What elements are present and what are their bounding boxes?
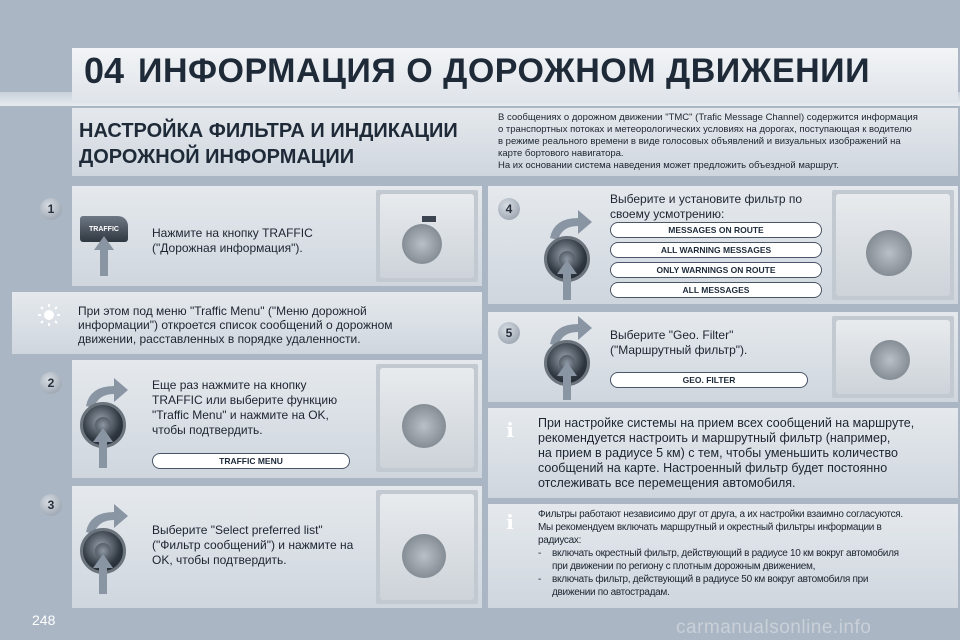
- page-title: ИНФОРМАЦИЯ О ДОРОЖНОМ ДВИЖЕНИИ: [138, 52, 871, 90]
- step-badge-4: 4: [498, 198, 520, 220]
- info-1-text: При настройке системы на прием всех сообщений на маршруте, рекомендуется настроить и маршрутный фильтр (например, на прием в радиусе 5 км) с тем, чтобы уменьшить количество сообщений на карте. Настроенный фильтр будет постоянно отслеживать все перемещения автомобиля.: [538, 416, 915, 490]
- radio-unit-image: [376, 364, 478, 472]
- arrow-up-icon: [94, 236, 114, 276]
- radio-unit-image: [376, 190, 478, 282]
- info-icon: i: [506, 418, 514, 442]
- step-4-text: Выберите и установите фильтр по своему усмотрению:: [610, 192, 803, 221]
- radio-unit-image: [376, 490, 478, 604]
- arrow-up-icon: [93, 428, 113, 468]
- watermark: carmanualsonline.info: [676, 617, 872, 638]
- geo-filter-pill[interactable]: GEO. FILTER: [610, 372, 808, 388]
- bullet-item: - включать фильтр, действующий в радиусе 50 км вокруг автомобиля при движении по автострадам.: [538, 574, 869, 598]
- arrow-up-icon: [557, 362, 577, 400]
- step-badge-3: 3: [40, 494, 62, 516]
- radio-unit-image: [832, 316, 954, 398]
- info-2-text: Фильтры работают независимо друг от друга, а их настройки взаимно согласуются. Мы рекомендуем включать маршрутный и окрестный фильтры информации в радиусах: - включать окрестный фильтр, действующий в радиусе 10 км вокруг автомобиля при движении по региону с плотным дорожным движением, - включать фильтр, действующий в радиусе 50 км вокруг автомобиля при движении по автострадам.: [538, 509, 903, 598]
- section-title: НАСТРОЙКА ФИЛЬТРА И ИНДИКАЦИИ ДОРОЖНОЙ ИНФОРМАЦИИ: [79, 120, 458, 168]
- radio-unit-image: [832, 190, 954, 300]
- info-icon: i: [506, 510, 514, 534]
- filter-option-all-messages[interactable]: ALL MESSAGES: [610, 282, 822, 298]
- filter-option-only-warnings-on-route[interactable]: ONLY WARNINGS ON ROUTE: [610, 262, 822, 278]
- filter-option-messages-on-route[interactable]: MESSAGES ON ROUTE: [610, 222, 822, 238]
- arrow-up-icon: [557, 260, 577, 300]
- step-5-text: Выберите "Geo. Filter" ("Маршрутный фильтр").: [610, 328, 748, 357]
- traffic-button[interactable]: TRAFFIC: [80, 216, 128, 242]
- lightbulb-icon: [38, 304, 60, 326]
- step-badge-5: 5: [498, 322, 520, 344]
- traffic-menu-pill[interactable]: TRAFFIC MENU: [152, 453, 350, 469]
- step-1-text: Нажмите на кнопку TRAFFIC ("Дорожная информация").: [152, 226, 313, 255]
- filter-option-all-warning-messages[interactable]: ALL WARNING MESSAGES: [610, 242, 822, 258]
- step-2-text: Еще раз нажмите на кнопку TRAFFIC или выберите функцию "Traffic Menu" и нажмите на OK, чтобы подтвердить.: [152, 378, 338, 437]
- chapter-number: 04: [84, 50, 125, 91]
- bullet-item: - включать окрестный фильтр, действующий в радиусе 10 км вокруг автомобиля при движении по региону с плотным дорожным движением,: [538, 548, 899, 572]
- intro-text: В сообщениях о дорожном движении "TMC" (Trafic Message Channel) содержится информация о транспортных потоках и метеорологических условиях на дорогах, поступающая к водителю в режиме реального времени в виде голосовых объявлений и визуальных изображений на карте бортового навигатора. На их основании система наведения может предложить объездной маршрут.: [498, 112, 918, 171]
- tip-text: При этом под меню "Traffic Menu" ("Меню дорожной информации") откроется список сообщений о дорожном движении, расставленных в порядке удаленности.: [78, 304, 393, 346]
- page-number: 248: [32, 612, 56, 628]
- step-badge-1: 1: [40, 198, 62, 220]
- step-3-text: Выберите "Select preferred list" ("Фильтр сообщений") и нажмите на OK, чтобы подтвердить.: [152, 523, 354, 567]
- arrow-up-icon: [93, 554, 113, 594]
- step-badge-2: 2: [40, 372, 62, 394]
